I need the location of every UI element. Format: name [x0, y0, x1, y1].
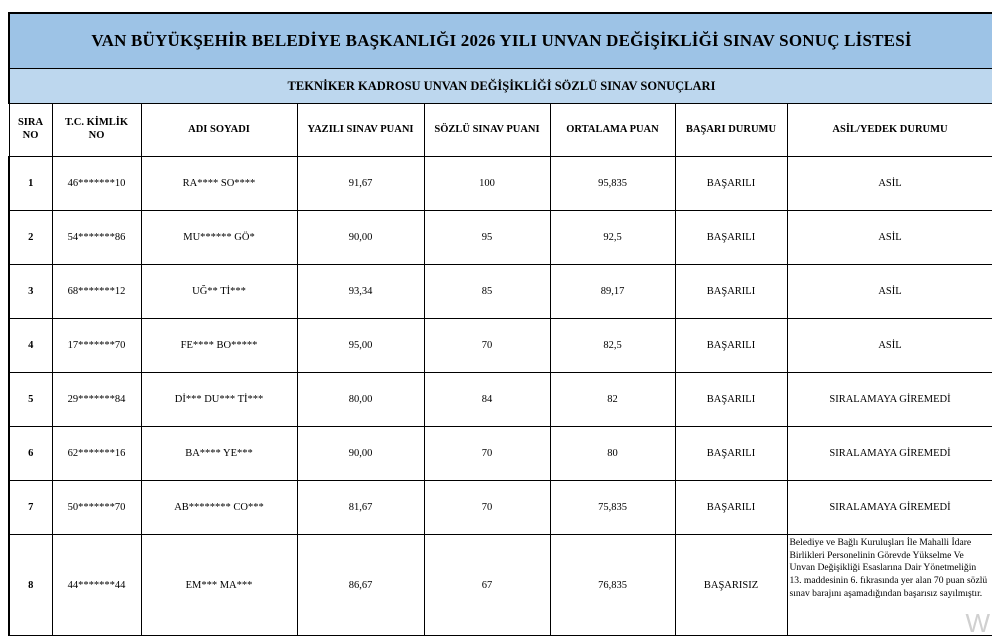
cell-ortalama: 89,17 — [550, 265, 675, 319]
cell-sira-no: 6 — [9, 427, 52, 481]
cell-asil-yedek: ASİL — [787, 157, 992, 211]
cell-ortalama: 92,5 — [550, 211, 675, 265]
cell-adi-soyadi: AB******** CO*** — [141, 481, 297, 535]
table-row — [9, 157, 992, 211]
header-sira-no: SIRA NO — [9, 104, 52, 157]
cell-adi-soyadi: RA**** SO**** — [141, 157, 297, 211]
cell-sozlu: 70 — [424, 481, 550, 535]
cell-tc-kimlik: 29*******84 — [52, 373, 141, 427]
cell-adi-soyadi: FE**** BO***** — [141, 319, 297, 373]
cell-sira-no: 1 — [9, 157, 52, 211]
cell-ortalama: 75,835 — [550, 481, 675, 535]
cell-basari: BAŞARILI — [675, 265, 787, 319]
cell-asil-yedek: SIRALAMAYA GİREMEDİ — [787, 481, 992, 535]
table-row — [9, 265, 992, 319]
cell-sira-no: 7 — [9, 481, 52, 535]
cell-ortalama: 95,835 — [550, 157, 675, 211]
cell-sozlu: 70 — [424, 427, 550, 481]
cell-sozlu: 95 — [424, 211, 550, 265]
cell-asil-yedek: SIRALAMAYA GİREMEDİ — [787, 427, 992, 481]
cell-yazili: 93,34 — [297, 265, 424, 319]
cell-asil-yedek: ASİL — [787, 211, 992, 265]
cell-adi-soyadi: MU****** GÖ* — [141, 211, 297, 265]
table-subtitle: TEKNİKER KADROSU UNVAN DEĞİŞİKLİĞİ SÖZLÜ SINAV SONUÇLARI — [9, 69, 992, 104]
cell-tc-kimlik: 68*******12 — [52, 265, 141, 319]
cell-ortalama: 82,5 — [550, 319, 675, 373]
results-sheet — [8, 12, 992, 636]
cell-sozlu: 100 — [424, 157, 550, 211]
cell-asil-yedek: ASİL — [787, 265, 992, 319]
cell-asil-yedek: SIRALAMAYA GİREMEDİ — [787, 373, 992, 427]
header-sozlu-puan: SÖZLÜ SINAV PUANI — [424, 104, 550, 157]
cell-tc-kimlik: 54*******86 — [52, 211, 141, 265]
cell-tc-kimlik: 44*******44 — [52, 535, 141, 636]
cell-yazili: 86,67 — [297, 535, 424, 636]
cell-adi-soyadi: EM*** MA*** — [141, 535, 297, 636]
cell-tc-kimlik: 17*******70 — [52, 319, 141, 373]
cell-ortalama: 76,835 — [550, 535, 675, 636]
cell-ortalama: 82 — [550, 373, 675, 427]
table-row — [9, 319, 992, 373]
cell-sozlu: 84 — [424, 373, 550, 427]
cell-adi-soyadi: UĞ** Tİ*** — [141, 265, 297, 319]
cell-yazili: 95,00 — [297, 319, 424, 373]
cell-basari: BAŞARILI — [675, 427, 787, 481]
cell-tc-kimlik: 62*******16 — [52, 427, 141, 481]
page-title: VAN BÜYÜKŞEHİR BELEDİYE BAŞKANLIĞI 2026 YILI UNVAN DEĞİŞİKLİĞİ SINAV SONUÇ LİSTESİ — [9, 13, 992, 69]
header-ortalama-puan: ORTALAMA PUAN — [550, 104, 675, 157]
cell-asil-yedek: ASİL — [787, 319, 992, 373]
cell-sira-no: 5 — [9, 373, 52, 427]
cell-basari: BAŞARILI — [675, 373, 787, 427]
cell-basari: BAŞARILI — [675, 319, 787, 373]
table-row — [9, 481, 992, 535]
cell-tc-kimlik: 46*******10 — [52, 157, 141, 211]
cell-sozlu: 67 — [424, 535, 550, 636]
watermark-letter: W — [965, 608, 990, 638]
cell-asil-yedek-note: Belediye ve Bağlı Kuruluşları İle Mahalli İdare Birlikleri Personelinin Görevde Yükselme Ve Unvan Değişikliği Esaslarına Dair Yönetmeliğin 13. maddesinin 6. fıkrasında yer alan 70 puan sözlü sınav barajını aşamadığından başarısız sayılmıştır. — [787, 535, 992, 636]
cell-basari: BAŞARILI — [675, 481, 787, 535]
results-table — [8, 12, 992, 636]
header-tc-kimlik-no: T.C. KİMLİK NO — [52, 104, 141, 157]
cell-yazili: 91,67 — [297, 157, 424, 211]
table-row — [9, 211, 992, 265]
cell-adi-soyadi: Dİ*** DU*** Tİ*** — [141, 373, 297, 427]
header-adi-soyadi: ADI SOYADI — [141, 104, 297, 157]
table-row — [9, 427, 992, 481]
table-row — [9, 535, 992, 636]
header-yazili-puan: YAZILI SINAV PUANI — [297, 104, 424, 157]
cell-sozlu: 70 — [424, 319, 550, 373]
cell-sira-no: 3 — [9, 265, 52, 319]
cell-yazili: 90,00 — [297, 211, 424, 265]
cell-yazili: 81,67 — [297, 481, 424, 535]
header-basari-durumu: BAŞARI DURUMU — [675, 104, 787, 157]
cell-ortalama: 80 — [550, 427, 675, 481]
cell-sira-no: 2 — [9, 211, 52, 265]
cell-sira-no: 8 — [9, 535, 52, 636]
cell-sozlu: 85 — [424, 265, 550, 319]
cell-sira-no: 4 — [9, 319, 52, 373]
table-row — [9, 373, 992, 427]
cell-tc-kimlik: 50*******70 — [52, 481, 141, 535]
cell-yazili: 90,00 — [297, 427, 424, 481]
cell-basari: BAŞARILI — [675, 157, 787, 211]
cell-basari: BAŞARISIZ — [675, 535, 787, 636]
header-asil-yedek-durumu: ASİL/YEDEK DURUMU — [787, 104, 992, 157]
cell-adi-soyadi: BA**** YE*** — [141, 427, 297, 481]
cell-yazili: 80,00 — [297, 373, 424, 427]
cell-basari: BAŞARILI — [675, 211, 787, 265]
